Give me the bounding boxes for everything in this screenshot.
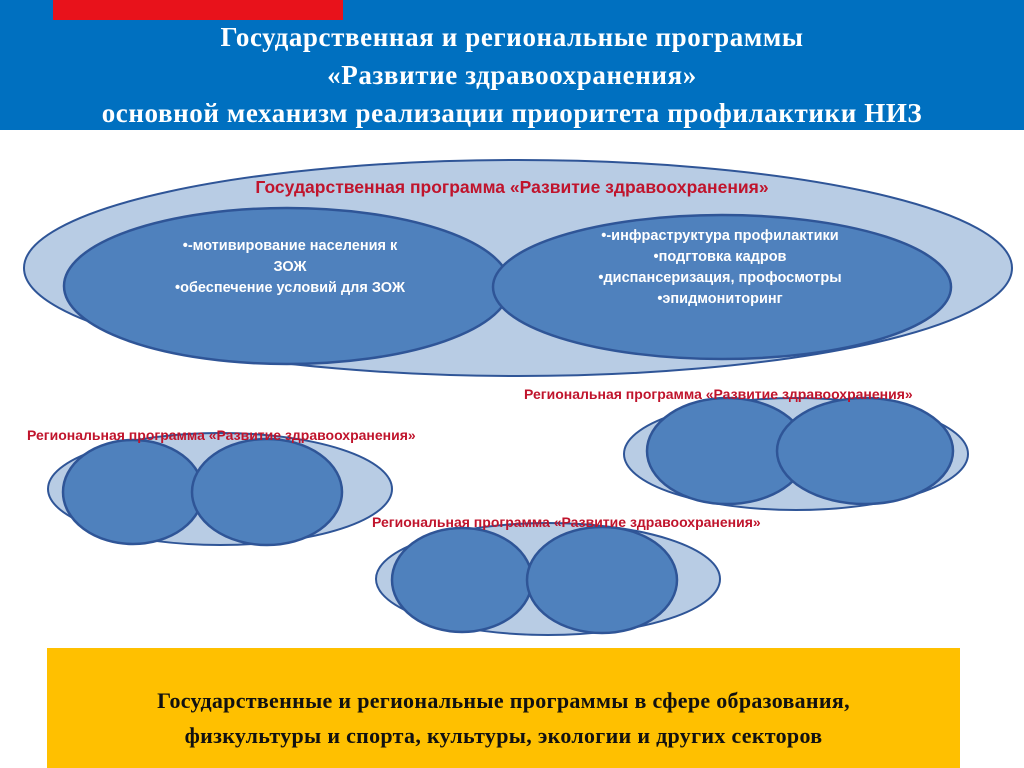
state-program-left-bullets [105, 236, 475, 299]
right-bullet-2: •подгтовка кадров [653, 249, 787, 265]
regional-program-left-right-circle [192, 439, 342, 545]
regional-program-right-label: Региональная программа «Развитие здравоохранения» [524, 386, 913, 402]
left-bullet-2: ЗОЖ [273, 259, 307, 275]
regional-program-bottom-left-circle [392, 528, 532, 632]
state-program-title: Государственная программа «Развитие здравоохранения» [255, 177, 769, 197]
footer-line-1: Государственные и региональные программы в сфере образования, [157, 688, 850, 713]
slide-title-line-3: основной механизм реализации приоритета профилактики НИЗ [101, 98, 923, 128]
left-bullet-3: •обеспечение условий для ЗОЖ [175, 280, 405, 296]
footer-line-2: физкультуры и спорта, культуры, экологии и других секторов [184, 723, 823, 748]
right-bullet-3: •диспансеризация, профосмотры [598, 270, 842, 286]
left-bullet-1: •-мотивирование населения к [182, 238, 398, 254]
regional-program-bottom-right-circle [527, 527, 677, 633]
right-bullet-4: •эпидмониторинг [657, 291, 783, 307]
state-program-right-bullets [545, 226, 895, 310]
regional-program-right-right-circle [777, 398, 953, 504]
regional-program-left-label: Региональная программа «Развитие здравоохранения» [27, 427, 416, 443]
slide-title-line-2: «Развитие здравоохранения» [327, 60, 697, 90]
regional-program-bottom-label: Региональная программа «Развитие здравоохранения» [372, 514, 761, 530]
right-bullet-1: •-инфраструктура профилактики [601, 228, 839, 244]
regional-program-left-left-circle [63, 440, 203, 544]
footer-caption [47, 683, 960, 753]
slide-title-line-1: Государственная и региональные программы [220, 22, 804, 52]
